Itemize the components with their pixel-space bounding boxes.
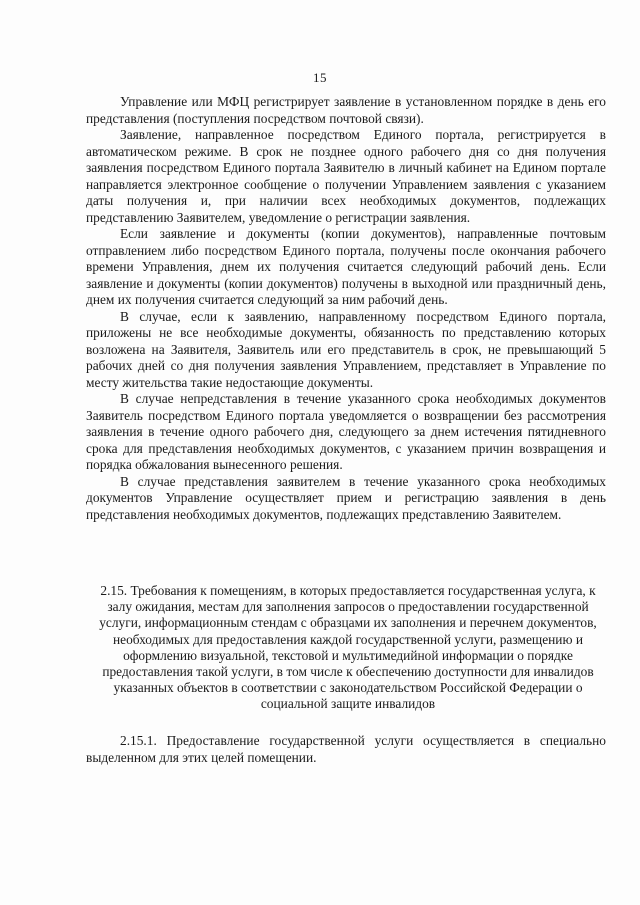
- paragraph-missing-documents: В случае, если к заявлению, направленному посредством Единого портала, приложены не все необходимые документы, обязанность по представлению которых возложена на Заявителя, Заявитель или его представитель в срок, не превышающий 5 рабочих дней со дня получения заявления Управлением, представляет в Управление по месту жительства такие недостающие документы.: [86, 308, 606, 390]
- paragraph-after-hours: Если заявление и документы (копии документов), направленные почтовым отправлением либо посредством Единого портала, получены после окончания рабочего времени Управления, днем их получения считается следующий рабочий день. Если заявление и документы (копии документов) получены в выходной или праздничный день, днем их получения считается следующий за ним рабочий день.: [86, 226, 606, 307]
- subsection-2-15-1-text: 2.15.1. Предоставление государственной услуги осуществляется в специально выделенном для этих целей помещении.: [86, 733, 606, 765]
- section-heading-2-15: 2.15. Требования к помещениям, в которых предоставляется государственная услуга, к залу ожидания, местам для заполнения запросов о предоставлении государственной услуги, информационным стендам с образцами их заполнения и перечнем документов, необходимых для предоставления каждой государственной услуги, размещению и оформлению визуальной, текстовой и мультимедийной информации о порядке предоставления такой услуги, в том числе к обеспечению доступности для инвалидов указанных объектов в соответствии с законодательством Российской Федерации о социальной защите инвалидов: [99, 583, 597, 712]
- paragraph-submission: В случае представления заявителем в течение указанного срока необходимых документов Управление осуществляет прием и регистрацию заявления в день представления необходимых документов, подлежащих представлению Заявителем.: [86, 473, 606, 522]
- body-text: [86, 94, 606, 523]
- subsection-2-15-1: [86, 733, 606, 766]
- paragraph-registration: Управление или МФЦ регистрирует заявление в установленном порядке в день его представления (поступления посредством почтовой связи).: [86, 94, 606, 126]
- page-number: 15: [313, 70, 327, 85]
- paragraph-non-submission: В случае непредставления в течение указанного срока необходимых документов Заявитель посредством Единого портала уведомляется о возвращении без рассмотрения заявления в течение одного рабочего дня, следующего за днем истечения пятидневного срока для представления необходимых документов, с указанием причин возвращения и порядка обжалования вынесенного решения.: [86, 391, 606, 472]
- paragraph-portal-registration: Заявление, направленное посредством Единого портала, регистрируется в автоматическом режиме. В срок не позднее одного рабочего дня со дня получения заявления посредством Единого портала Заявителю в личный кабинет на Едином портале направляется электронное сообщение о получении Управлением заявления с указанием даты получения и, при наличии всех необходимых документов, подлежащих представлению Заявителем, уведомление о регистрации заявления.: [86, 127, 606, 225]
